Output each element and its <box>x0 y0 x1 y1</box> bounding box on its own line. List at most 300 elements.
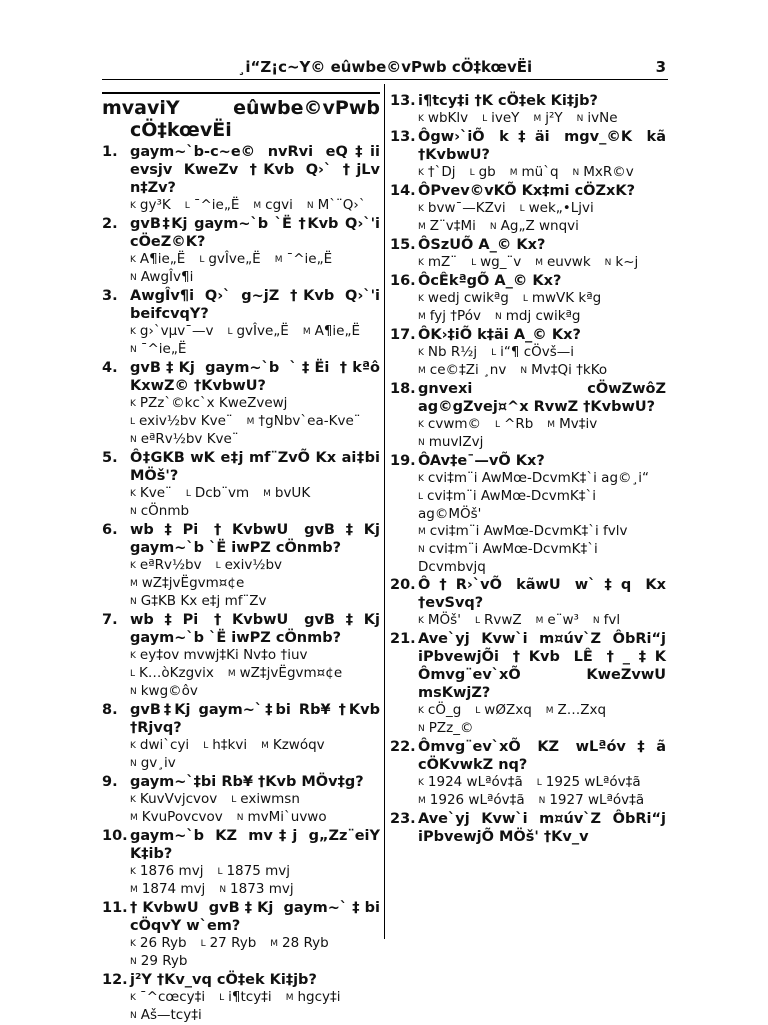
option-letter: L <box>474 616 480 626</box>
option-letter: M <box>246 417 255 427</box>
option-text: 26 Ryb <box>139 935 187 951</box>
question-text: j²Y †Kv_vq cÖ‡ek Ki‡jb? <box>130 972 317 988</box>
option-letter: M <box>130 885 138 895</box>
option-letter: N <box>130 957 137 967</box>
question-number: 20. <box>390 577 416 593</box>
answer-option <box>130 737 189 755</box>
option-letter: M <box>545 706 554 716</box>
answer-options <box>102 935 380 971</box>
option-text: cvi‡m¨i AwMœ-DcvmK‡`i ag©MÖš' <box>418 488 596 522</box>
option-text: A¶ie„Ë <box>139 251 186 267</box>
option-text: k~j <box>615 254 639 270</box>
option-letter: K <box>418 114 424 124</box>
question <box>102 215 380 251</box>
answer-options <box>102 485 380 521</box>
answer-option <box>130 485 172 503</box>
option-text: exiwmsn <box>240 791 300 807</box>
answer-option <box>418 200 506 218</box>
option-text: ^Rb <box>504 416 534 432</box>
option-text: eªRv½bv <box>139 557 202 573</box>
answer-option <box>418 720 473 738</box>
answer-option <box>130 755 176 773</box>
option-letter: M <box>274 255 283 265</box>
question-text: gnvexi cÖwZwôZ ag©gZvej¤^x RvwZ †KvbwU? <box>418 381 666 415</box>
option-letter: N <box>592 616 600 626</box>
option-letter: M <box>418 796 426 806</box>
answer-option <box>219 989 272 1007</box>
option-text: fvl <box>603 612 621 628</box>
option-letter: N <box>219 885 227 895</box>
answer-option <box>418 541 652 576</box>
option-letter: M <box>130 813 138 823</box>
answer-options <box>102 647 380 701</box>
option-text: Kzwóqv <box>272 737 325 753</box>
option-text: gvÎve„Ë <box>236 323 289 339</box>
option-text: ¯^ie„Ë <box>193 197 240 213</box>
option-letter: L <box>199 255 205 265</box>
option-text: MxR©v <box>583 164 634 180</box>
answer-options <box>102 989 380 1025</box>
answer-option <box>303 323 360 341</box>
answer-option <box>130 269 193 287</box>
answer-option <box>418 218 476 236</box>
option-text: Z¨v‡Mi <box>429 218 476 234</box>
question <box>390 576 666 612</box>
option-text: 1925 wLªóv‡ã <box>545 774 641 790</box>
answer-option <box>130 197 171 215</box>
option-text: mZ¨ <box>427 254 458 270</box>
question-number: 5. <box>102 450 118 466</box>
option-text: M`¨Q›` <box>317 197 366 213</box>
option-letter: N <box>130 759 137 769</box>
right-column <box>390 92 666 846</box>
question <box>102 701 380 737</box>
column-divider <box>384 84 385 939</box>
answer-option <box>418 110 468 128</box>
question-number: 3. <box>102 288 118 304</box>
option-text: gvÎve„Ë <box>208 251 261 267</box>
option-letter: N <box>236 813 244 823</box>
option-text: wZ‡jvËgvm¤¢e <box>141 575 245 591</box>
answer-option <box>537 774 641 792</box>
answer-option <box>228 665 342 683</box>
question-text: gaym~`b KZ mv‡j g„Zz¨eiY K‡ib? <box>130 828 380 862</box>
option-text: AwgÎv¶i <box>140 269 194 285</box>
answer-option <box>418 488 652 523</box>
answer-option <box>418 774 523 792</box>
option-text: PZz`©kc`x KweZvewj <box>139 395 288 411</box>
option-letter: K <box>130 201 136 211</box>
question <box>102 611 380 647</box>
answer-options <box>390 254 666 272</box>
option-text: ¯^ie„Ë <box>286 251 333 267</box>
option-letter: M <box>418 366 426 376</box>
option-text: cÖnmb <box>140 503 190 519</box>
question-number: 13. <box>390 93 416 109</box>
question-list-left <box>102 143 380 1025</box>
option-letter: M <box>418 527 426 537</box>
answer-option <box>130 341 186 359</box>
option-letter: N <box>494 312 502 322</box>
answer-option <box>470 164 496 182</box>
question <box>102 143 380 197</box>
option-text: cÖ_g <box>427 702 462 718</box>
option-letter: N <box>418 545 425 555</box>
option-letter: N <box>418 724 425 734</box>
option-letter: M <box>547 420 556 430</box>
option-letter: L <box>227 327 233 337</box>
answer-option <box>286 989 341 1007</box>
option-letter: N <box>489 222 497 232</box>
option-text: Kve¨ <box>139 485 172 501</box>
question-text: wb‡Pi †KvbwU gvB‡Kj gaym~`b `Ë iwPZ cÖnmb? <box>130 612 380 646</box>
answer-option <box>418 434 483 452</box>
option-letter: K <box>418 348 424 358</box>
option-letter: M <box>130 579 138 589</box>
option-letter: M <box>533 114 542 124</box>
option-letter: M <box>227 669 236 679</box>
option-text: mvMi`uvwo <box>247 809 327 825</box>
answer-option <box>237 809 327 827</box>
option-letter: K <box>130 651 136 661</box>
option-text: 29 Ryb <box>140 953 188 969</box>
question-text: Ôgw›`iÕ k‡äi mgv_©K kã †KvbwU? <box>418 129 666 163</box>
answer-option <box>203 737 247 755</box>
question-number: 6. <box>102 522 118 538</box>
option-text: Mv‡Qi †kKo <box>531 362 608 378</box>
answer-option <box>418 702 461 720</box>
question-number: 17. <box>390 327 416 343</box>
option-letter: L <box>471 258 477 268</box>
answer-options <box>390 344 666 380</box>
option-text: ¯^cœcy‡i <box>139 989 206 1005</box>
answer-option <box>593 612 620 630</box>
answer-option <box>418 612 461 630</box>
option-letter: L <box>130 669 136 679</box>
answer-option <box>495 308 580 326</box>
answer-option <box>520 362 607 380</box>
answer-option <box>490 218 579 236</box>
option-text: cvi‡m¨i AwMœ-DcvmK‡`i ag©¸i“ <box>427 470 650 486</box>
answer-option <box>418 164 456 182</box>
question-number: 10. <box>102 828 128 844</box>
option-text: cvi‡m¨i AwMœ-DcvmK‡`i Dcvmbvjq <box>418 541 598 575</box>
question <box>102 971 380 989</box>
question-number: 15. <box>390 237 416 253</box>
option-text: Nb R½j <box>427 344 478 360</box>
question-number: 13. <box>390 129 416 145</box>
question <box>102 827 380 863</box>
answer-option <box>130 809 223 827</box>
option-text: 1873 mvj <box>230 881 294 897</box>
option-text: gv¸iv <box>140 755 176 771</box>
option-text: hgcy‡i <box>297 989 341 1005</box>
option-text: Aš—tcy‡i <box>140 1007 202 1023</box>
option-text: ey‡ov mvwj‡Ki Nv‡o †iuv <box>139 647 308 663</box>
option-text: RvwZ <box>483 612 522 628</box>
answer-option <box>130 557 202 575</box>
answer-option <box>130 251 185 269</box>
option-letter: K <box>418 294 424 304</box>
answer-option <box>471 254 521 272</box>
answer-option <box>523 290 601 308</box>
option-letter: M <box>253 201 262 211</box>
option-letter: K <box>418 204 424 214</box>
option-letter: M <box>270 939 279 949</box>
question-number: 23. <box>390 811 416 827</box>
answer-option <box>482 110 519 128</box>
question-text: gaym~`b-c~e© nvRvi eQ‡ii evsjv KweZv †Kvb Q›` †jLv n‡Zv? <box>130 144 380 196</box>
option-text: i“¶ cÖvš—i <box>500 344 575 360</box>
answer-option <box>270 935 328 953</box>
question-text: ÔSzUÕ A_© Kx? <box>418 237 546 253</box>
question <box>390 810 666 846</box>
option-letter: K <box>130 795 136 805</box>
option-text: 1875 mvj <box>226 863 291 879</box>
option-text: 1874 mvj <box>141 881 206 897</box>
option-text: PZz_© <box>428 720 474 736</box>
answer-option <box>227 323 288 341</box>
answer-option <box>130 863 203 881</box>
option-text: kwg©ôv <box>140 683 198 699</box>
option-letter: N <box>130 273 137 283</box>
answer-options <box>102 251 380 287</box>
option-letter: L <box>482 114 488 124</box>
option-letter: K <box>418 420 424 430</box>
option-text: h‡kvi <box>212 737 248 753</box>
option-letter: M <box>263 489 271 499</box>
option-text: ce©‡Zi ¸nv <box>429 362 507 378</box>
answer-options <box>102 197 380 215</box>
question-number: 8. <box>102 702 118 718</box>
question-text: Ômvg¨ev`xÕ KZ wLªóv‡ã cÖKvwkZ nq? <box>418 739 666 773</box>
option-letter: M <box>285 993 294 1003</box>
answer-option <box>418 362 506 380</box>
question-number: 19. <box>390 453 416 469</box>
question-number: 4. <box>102 360 118 376</box>
question-text: ÔPvev©vKÕ Kx‡mi cÖZxK? <box>418 183 636 199</box>
section-title: mvaviY eûwbe©vPwb <box>102 92 380 119</box>
option-letter: N <box>130 435 137 445</box>
option-text: cvi‡m¨i AwMœ-DcvmK‡`i fvlv <box>429 523 628 539</box>
question-text: gaym~`‡bi Rb¥ †Kvb MÖv‡g? <box>130 774 364 790</box>
answer-option <box>186 485 249 503</box>
option-text: cvwm© <box>427 416 482 432</box>
option-text: muvIZvj <box>428 434 484 450</box>
answer-options <box>390 416 666 452</box>
option-letter: L <box>231 795 237 805</box>
question <box>390 380 666 416</box>
option-letter: K <box>130 327 136 337</box>
option-text: euvwk <box>546 254 591 270</box>
question-number: 16. <box>390 273 416 289</box>
option-letter: L <box>418 492 424 502</box>
answer-option <box>219 881 293 899</box>
option-text: e¨w³ <box>547 612 579 628</box>
option-letter: K <box>418 168 424 178</box>
answer-options <box>102 737 380 773</box>
left-column <box>102 92 380 1025</box>
option-letter: K <box>418 616 424 626</box>
answer-option <box>418 470 649 488</box>
option-letter: K <box>418 258 424 268</box>
question-text: †KvbwU gvB‡Kj gaym~`‡bi cÖqvY w`em? <box>130 900 380 934</box>
answer-options <box>102 863 380 899</box>
question-text: ÔK›‡iÕ k‡äi A_© Kx? <box>418 327 581 343</box>
answer-option <box>217 863 290 881</box>
answer-options <box>102 395 380 449</box>
option-text: Ag„Z wnqvi <box>500 218 579 234</box>
option-text: dwi`cyi <box>139 737 190 753</box>
answer-option <box>275 251 332 269</box>
answer-option <box>216 557 282 575</box>
option-text: wek„•Ljvi <box>528 200 594 216</box>
answer-option <box>130 323 213 341</box>
answer-option <box>201 935 257 953</box>
answer-option <box>491 344 574 362</box>
answer-option <box>130 593 266 611</box>
option-letter: L <box>536 778 542 788</box>
answer-option <box>130 935 187 953</box>
question-number: 9. <box>102 774 118 790</box>
answer-options <box>390 290 666 326</box>
option-text: 1926 wLªóv‡ã <box>429 792 525 808</box>
question-text: gvB‡Kj gaym~`b `‡Ëi †kªô KxwZ© †KvbwU? <box>130 360 380 394</box>
question <box>102 521 380 557</box>
option-text: gy³K <box>139 197 171 213</box>
option-text: Mv‡iv <box>559 416 598 432</box>
answer-option <box>130 647 308 665</box>
question <box>390 92 666 110</box>
answer-option <box>510 164 559 182</box>
option-letter: L <box>475 706 481 716</box>
answer-option <box>130 503 189 521</box>
answer-option <box>130 683 198 701</box>
answer-option <box>539 792 645 810</box>
answer-option <box>573 164 634 182</box>
option-letter: L <box>519 204 525 214</box>
question-text: Ave`yj Kvw`i m¤úv`Z ÔbRi“j iPbvewjÕ MÖš' †Kv_v <box>418 811 666 845</box>
option-text: ¯^ie„Ë <box>140 341 187 357</box>
answer-option <box>261 737 325 755</box>
option-text: Z…Zxq <box>557 702 607 718</box>
option-text: mdj cwikªg <box>505 308 581 324</box>
answer-option <box>547 416 597 434</box>
answer-option <box>520 200 594 218</box>
option-letter: N <box>576 114 584 124</box>
option-letter: L <box>491 348 497 358</box>
answer-option <box>130 665 214 683</box>
option-text: ivNe <box>587 110 618 126</box>
option-letter: N <box>538 796 546 806</box>
option-text: G‡KB Kx e‡j mf¨Zv <box>140 593 267 609</box>
option-letter: L <box>495 420 501 430</box>
answer-option <box>130 395 287 413</box>
option-text: mwVK kªg <box>531 290 602 306</box>
option-letter: L <box>200 939 206 949</box>
answer-option <box>536 612 579 630</box>
answer-option <box>475 702 532 720</box>
question-text: Ave`yj Kvw`i m¤úv`Z ÔbRi“j iPbvewjÕi †Kvb LÊ †_‡K Ômvg¨ev`xÕ KweZvwU msKwjZ? <box>418 631 666 701</box>
question-number: 12. <box>102 972 128 988</box>
option-letter: K <box>130 255 136 265</box>
question-number: 7. <box>102 612 118 628</box>
question-text: i¶tcy‡i †K cÖ‡ek Ki‡jb? <box>418 93 598 109</box>
option-letter: N <box>130 507 137 517</box>
option-letter: M <box>418 312 426 322</box>
option-text: 28 Ryb <box>282 935 329 951</box>
option-letter: K <box>130 489 136 499</box>
question-number: 21. <box>390 631 416 647</box>
option-text: A¶ie„Ë <box>314 323 360 339</box>
answer-option <box>418 254 457 272</box>
option-text: bvUK <box>274 485 311 501</box>
question <box>102 287 380 323</box>
option-letter: K <box>130 741 136 751</box>
option-text: K…òKzgvix <box>139 665 214 681</box>
answer-option <box>533 110 562 128</box>
answer-option <box>418 416 481 434</box>
option-text: wØZxq <box>484 702 532 718</box>
option-text: MÖš' <box>427 612 461 628</box>
question-text: wb‡Pi †KvbwU gvB‡Kj gaym~`b `Ë iwPZ cÖnmb? <box>130 522 380 556</box>
option-letter: M <box>418 222 426 232</box>
header-rule <box>102 79 668 80</box>
question-text: ÔAv‡e¯—vÕ Kx? <box>418 453 545 469</box>
question-text: AwgÎv¶i Q›` g~jZ †Kvb Q›`'i beifcvqY? <box>130 288 380 322</box>
answer-option <box>577 110 618 128</box>
question <box>390 630 666 702</box>
option-letter: N <box>572 168 580 178</box>
option-text: 1924 wLªóv‡ã <box>427 774 523 790</box>
answer-options <box>390 110 666 128</box>
option-text: 1876 mvj <box>139 863 204 879</box>
option-letter: K <box>130 561 136 571</box>
question-number: 2. <box>102 216 118 232</box>
answer-option <box>231 791 300 809</box>
option-letter: N <box>130 597 137 607</box>
question-number: 22. <box>390 739 416 755</box>
option-letter: L <box>219 993 225 1003</box>
answer-option <box>307 197 366 215</box>
question-list-right <box>390 92 666 846</box>
question-text: gvB‡Kj gaym~`‡bi Rb¥ †Kvb †Rjvq? <box>130 702 380 736</box>
option-text: wedj cwikªg <box>427 290 509 306</box>
question-text: ÔcÊkªgÕ A_© Kx? <box>418 273 562 289</box>
option-letter: M <box>535 258 543 268</box>
page-header <box>102 56 668 78</box>
option-letter: K <box>418 778 424 788</box>
option-letter: N <box>130 1011 137 1021</box>
option-text: 27 Ryb <box>209 935 257 951</box>
answer-option <box>418 523 628 541</box>
option-text: Dcb¨vm <box>194 485 250 501</box>
option-text: wg_¨v <box>480 254 522 270</box>
option-text: mü`q <box>521 164 559 180</box>
answer-options <box>102 323 380 359</box>
answer-option <box>130 575 244 593</box>
option-letter: K <box>130 399 136 409</box>
answer-options <box>390 612 666 630</box>
option-letter: K <box>418 706 424 716</box>
answer-option <box>130 791 217 809</box>
option-letter: M <box>261 741 269 751</box>
answer-option <box>253 197 293 215</box>
question-text: Ô‡GKB wK e‡j mf¨ZvÕ Kx ai‡bi MÖš'? <box>130 450 380 484</box>
question <box>390 128 666 164</box>
answer-option <box>535 254 590 272</box>
answer-option <box>546 702 606 720</box>
